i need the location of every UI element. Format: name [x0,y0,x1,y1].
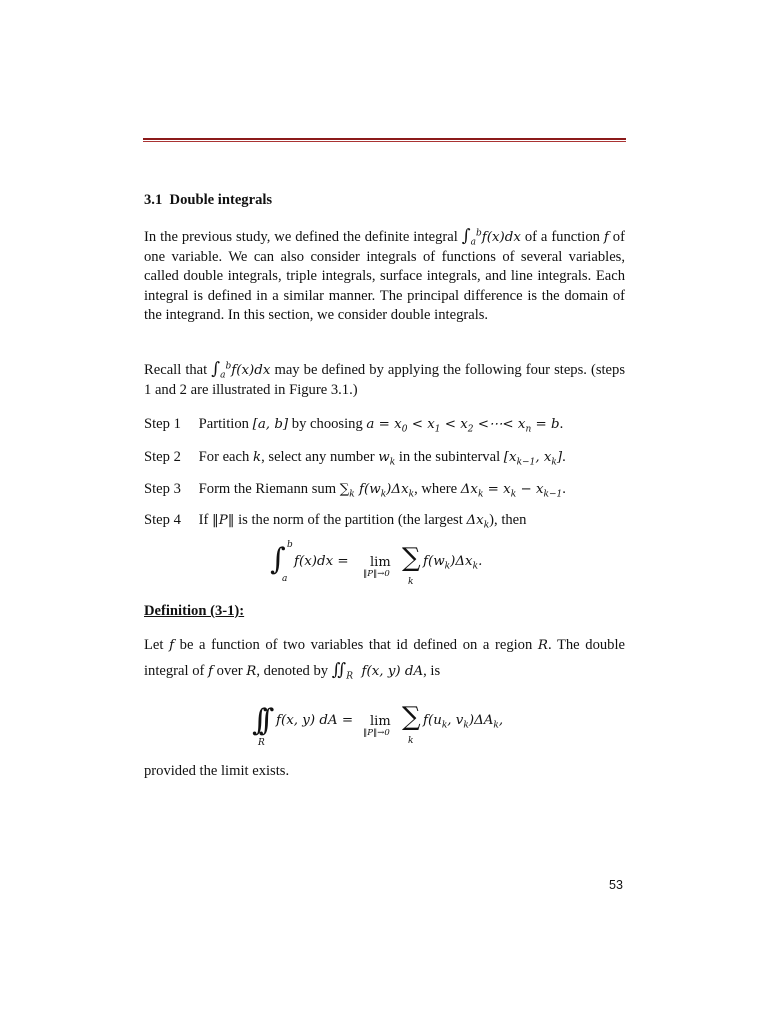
intro-paragraph: In the previous study, we defined the definite integral $\int_a^bf(x)dx$ of a function f of one variable. We can also consider integrals of functions of several variables, called double integrals, triple integrals, surface integrals, and line integrals. Each integral is defined in a similar manner. The principal difference is the domain of the integrand. In this section, we consider double integrals. [144,226,625,323]
page-number: 53 [609,878,623,892]
definition-heading: Definition (3-1): [144,603,245,619]
header-rule-top [143,138,626,140]
section-title: Double integrals [169,192,273,208]
step-1: Step 1 Partition [a, b] by choosing $a = x_0 < x_1 < x_2$ <⋯< $x_n = b$. [144,416,564,435]
step-2: Step 2 For each k, select any number $w_k$ in the subinterval [$x_{k-1}$, $x_k$]. [144,449,566,468]
inline-integral: $\int_a^bf(x)dx$ [461,226,521,248]
header-rule-bottom [143,141,626,142]
section-heading [144,191,625,211]
definition-closing: provided the limit exists. [144,763,290,779]
section-number: 3.1 [144,192,163,208]
step-3: Step 3 Form the Riemann sum $\sum_k$ $f(w_k)\Delta x_k$, where $\Delta x_k = x_k - x_{k-1}$. [144,481,566,500]
recall-paragraph: Recall that $\int_a^bf(x)dx$ may be defined by applying the following four steps. (steps 1 and 2 are illustrated in Figure 3.1.) [144,359,626,398]
step-4: Step 4 If ‖P‖ is the norm of the partition (the largest $\Delta x_k$), then [144,512,527,531]
definition-paragraph: Let f be a function of two variables that id defined on a region R. The double integral of f over R, denoted by $∬_R$ f(x, y) dA, is [144,637,625,682]
